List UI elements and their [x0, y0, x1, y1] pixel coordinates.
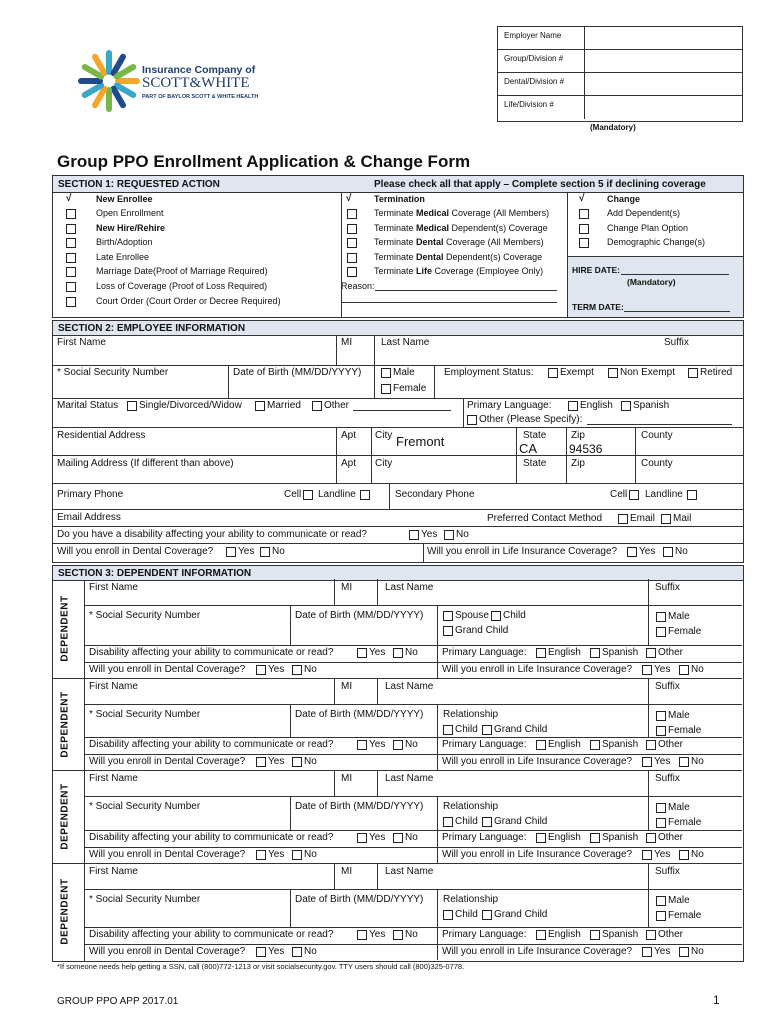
- dep3-dob-label: Date of Birth (MM/DD/YYYY): [295, 801, 424, 812]
- change-checkbox-0[interactable]: [579, 209, 589, 219]
- dep3-dental-label: Will you enroll in Dental Coverage?: [89, 849, 246, 860]
- employer-table: [497, 26, 743, 122]
- dep2-life-yes-checkbox[interactable]: [642, 757, 652, 767]
- dep4-language-other-label: Other: [658, 929, 684, 940]
- mail-state-label: State: [523, 458, 547, 469]
- mail-city-label: City: [375, 458, 393, 469]
- termination-checkbox-1[interactable]: [347, 224, 357, 234]
- dep4-child-label: Child: [455, 909, 478, 920]
- dep3-grand-child-checkbox[interactable]: [482, 817, 492, 827]
- dep1-suffix-label: Suffix: [655, 582, 680, 593]
- emp-male-label: Male: [393, 367, 415, 378]
- dep1-female-checkbox[interactable]: [656, 627, 666, 637]
- dep1-spouse-checkbox[interactable]: [443, 611, 453, 621]
- termination-item-4: Terminate Life Coverage (Employee Only): [374, 266, 544, 277]
- dep4-dental-no-label: No: [304, 946, 317, 957]
- dep3-spanish-checkbox[interactable]: [590, 833, 600, 843]
- emp-spanish-label: Spanish: [633, 400, 670, 411]
- dep1-language-other-checkbox[interactable]: [646, 648, 656, 658]
- res-city-label: City: [375, 430, 393, 441]
- emp-disability-label: Do you have a disability affecting your ability to communicate or read?: [57, 529, 367, 540]
- contact-email-label: Email: [630, 513, 656, 524]
- exempt-checkbox[interactable]: [548, 368, 558, 378]
- primary-cell-checkbox[interactable]: [303, 490, 313, 500]
- dep4-child-checkbox[interactable]: [443, 910, 453, 920]
- dep4-male-checkbox[interactable]: [656, 896, 666, 906]
- dental-division-row[interactable]: Dental/Division #: [498, 73, 742, 96]
- change-item-0: Add Dependent(s): [607, 208, 681, 218]
- emp-language-other-checkbox[interactable]: [467, 415, 477, 425]
- contact-mail-checkbox[interactable]: [661, 514, 671, 524]
- dep3-child-checkbox[interactable]: [443, 817, 453, 827]
- dep4-life-no-label: No: [691, 946, 704, 957]
- dep4-life-yes-checkbox[interactable]: [642, 947, 652, 957]
- dep1-primary-language-label: Primary Language:: [442, 647, 527, 658]
- non-exempt-checkbox[interactable]: [608, 368, 618, 378]
- dep2-life-no-checkbox[interactable]: [679, 757, 689, 767]
- res-zip-value[interactable]: 94536: [569, 442, 603, 456]
- requested-action-checkbox-1[interactable]: [66, 209, 76, 219]
- dep2-disability-no-checkbox[interactable]: [393, 740, 403, 750]
- dep4-life-yes-label: Yes: [654, 946, 671, 957]
- termination-item-0: Terminate Medical Coverage (All Members): [374, 208, 550, 218]
- secondary-landline-label: Landline: [645, 489, 683, 500]
- termination-checkbox-3[interactable]: [347, 253, 357, 263]
- dep1-male-label: Male: [668, 611, 690, 622]
- secondary-cell-checkbox[interactable]: [629, 490, 639, 500]
- dep1-life-yes-label: Yes: [654, 664, 671, 675]
- res-zip-label: Zip: [571, 430, 585, 441]
- dep2-disability-yes-label: Yes: [369, 739, 386, 750]
- logo-line2: SCOTT&WHITE: [142, 75, 250, 91]
- dep2-mi-label: MI: [341, 681, 353, 692]
- dep4-spanish-checkbox[interactable]: [590, 930, 600, 940]
- requested-action-6: Loss of Coverage (Proof of Loss Required): [96, 281, 268, 291]
- logo-line1: Insurance Company of: [142, 64, 256, 76]
- dep2-suffix-label: Suffix: [655, 681, 680, 692]
- dep2-life-label: Will you enroll in Life Insurance Coverage?: [442, 756, 633, 767]
- emp-male-checkbox[interactable]: [381, 368, 391, 378]
- requested-action-0: New Enrollee: [96, 194, 153, 204]
- requested-action-3: Birth/Adoption: [96, 237, 153, 248]
- dep4-primary-language-label: Primary Language:: [442, 929, 527, 940]
- dep4-dental-yes-label: Yes: [268, 946, 285, 957]
- reason-line[interactable]: [375, 290, 557, 291]
- dep4-disability-no-checkbox[interactable]: [393, 930, 403, 940]
- mailing-address-label: Mailing Address (If different than above): [57, 458, 234, 469]
- employer-mandatory: (Mandatory): [590, 123, 636, 132]
- requested-action-7: Court Order (Court Order or Decree Required): [96, 295, 281, 306]
- dep3-grand-child-label: Grand Child: [494, 816, 548, 827]
- married-label: Married: [267, 400, 301, 411]
- hire-date-line[interactable]: [621, 274, 729, 275]
- married-checkbox[interactable]: [255, 401, 265, 411]
- dep1-ssn-label: * Social Security Number: [89, 610, 201, 621]
- requested-action-checkbox-3[interactable]: [66, 238, 76, 248]
- dep1-disability-no-checkbox[interactable]: [393, 648, 403, 658]
- emp-female-label: Female: [393, 383, 427, 394]
- dep2-life-no-label: No: [691, 756, 704, 767]
- emp-dental-no-label: No: [272, 546, 285, 557]
- dep2-relationship-label: Relationship: [443, 709, 499, 720]
- single-label: Single/Divorced/Widow: [139, 400, 242, 411]
- emp-english-label: English: [580, 400, 613, 411]
- change-checkbox-2[interactable]: [579, 238, 589, 248]
- dep4-last-name-label: Last Name: [385, 866, 434, 877]
- dep3-primary-language-label: Primary Language:: [442, 832, 527, 843]
- check-mark-1: √: [66, 193, 72, 204]
- dep3-life-no-checkbox[interactable]: [679, 850, 689, 860]
- dep3-male-checkbox[interactable]: [656, 803, 666, 813]
- requested-action-4: Late Enrollee: [96, 251, 150, 262]
- dep4-first-name-label: First Name: [89, 866, 138, 877]
- termination-checkbox-2[interactable]: [347, 238, 357, 248]
- dep4-disability-yes-checkbox[interactable]: [357, 930, 367, 940]
- termination-header: Termination: [374, 194, 425, 204]
- dep1-dob-label: Date of Birth (MM/DD/YYYY): [295, 610, 424, 621]
- dep3-english-label: English: [548, 832, 581, 843]
- dep1-grand-child-checkbox[interactable]: [443, 626, 453, 636]
- dep2-dental-yes-label: Yes: [268, 756, 285, 767]
- dep3-male-label: Male: [668, 802, 690, 813]
- single-checkbox[interactable]: [127, 401, 137, 411]
- change-item-2: Demographic Change(s): [607, 237, 706, 248]
- dep4-relationship-label: Relationship: [443, 894, 499, 905]
- email-label: Email Address: [57, 512, 121, 523]
- secondary-landline-checkbox[interactable]: [687, 490, 697, 500]
- dep4-english-checkbox[interactable]: [536, 930, 546, 940]
- termination-item-1: Terminate Medical Dependent(s) Coverage: [374, 222, 548, 233]
- dep1-dental-no-checkbox[interactable]: [292, 665, 302, 675]
- dep1-spanish-checkbox[interactable]: [590, 648, 600, 658]
- dep2-side-label: DEPENDENT: [59, 690, 71, 758]
- dep3-dental-no-label: No: [304, 849, 317, 860]
- check-mark-3: √: [579, 193, 585, 204]
- secondary-phone-label: Secondary Phone: [395, 489, 475, 500]
- dep3-relationship-label: Relationship: [443, 801, 499, 812]
- requested-action-checkbox-5[interactable]: [66, 267, 76, 277]
- marital-other-label: Other: [324, 400, 350, 411]
- dep4-male-label: Male: [668, 895, 690, 906]
- section1-instruction: Please check all that apply – Complete section 5 if declining coverage: [374, 179, 706, 190]
- page-title: Group PPO Enrollment Application & Change Form: [57, 152, 471, 171]
- dep3-spanish-label: Spanish: [602, 832, 639, 843]
- dep4-disability-yes-label: Yes: [369, 929, 386, 940]
- dep1-english-label: English: [548, 647, 581, 658]
- dep1-male-checkbox[interactable]: [656, 612, 666, 622]
- dep3-life-yes-label: Yes: [654, 849, 671, 860]
- dep3-side-label: DEPENDENT: [59, 783, 71, 850]
- dep3-life-no-label: No: [691, 849, 704, 860]
- emp-life-yes-checkbox[interactable]: [627, 547, 637, 557]
- dep2-last-name-label: Last Name: [385, 681, 434, 692]
- dep2-grand-child-label: Grand Child: [494, 724, 548, 735]
- dep1-dental-yes-checkbox[interactable]: [256, 665, 266, 675]
- dep2-grand-child-checkbox[interactable]: [482, 725, 492, 735]
- secondary-cell-label: Cell: [610, 489, 628, 500]
- requested-action-checkbox-6[interactable]: [66, 282, 76, 292]
- primary-landline-checkbox[interactable]: [360, 490, 370, 500]
- dep2-child-label: Child: [455, 724, 478, 735]
- dep1-dental-yes-label: Yes: [268, 664, 285, 675]
- dep3-mi-label: MI: [341, 773, 353, 784]
- hire-date-label: HIRE DATE:: [572, 265, 621, 275]
- mail-zip-label: Zip: [571, 458, 585, 469]
- dep4-spanish-label: Spanish: [602, 929, 639, 940]
- res-county-label: County: [641, 430, 673, 441]
- section1-heading: SECTION 1: REQUESTED ACTION: [58, 179, 220, 190]
- dep3-suffix-label: Suffix: [655, 773, 680, 784]
- dep2-disability-label: Disability affecting your ability to communicate or read?: [89, 739, 334, 750]
- termination-checkbox-4[interactable]: [347, 267, 357, 277]
- dep1-english-checkbox[interactable]: [536, 648, 546, 658]
- footer-code: GROUP PPO APP 2017.01: [57, 996, 179, 1007]
- emp-disability-no-label: No: [456, 529, 469, 540]
- dep2-english-checkbox[interactable]: [536, 740, 546, 750]
- dep1-dental-label: Will you enroll in Dental Coverage?: [89, 664, 246, 675]
- dep4-english-label: English: [548, 929, 581, 940]
- dep1-mi-label: MI: [341, 582, 353, 593]
- exempt-label: Exempt: [560, 367, 594, 378]
- res-city-value[interactable]: Fremont: [396, 434, 445, 449]
- emp-dental-label: Will you enroll in Dental Coverage?: [57, 546, 214, 557]
- dep3-disability-no-label: No: [405, 832, 418, 843]
- group-division-row[interactable]: Group/Division #: [498, 50, 742, 73]
- emp-life-no-label: No: [675, 546, 688, 557]
- dep3-last-name-label: Last Name: [385, 773, 434, 784]
- dep2-female-checkbox[interactable]: [656, 726, 666, 736]
- contact-email-checkbox[interactable]: [618, 514, 628, 524]
- hire-date-mandatory: (Mandatory): [627, 277, 676, 287]
- dep3-child-label: Child: [455, 816, 478, 827]
- emp-life-no-checkbox[interactable]: [663, 547, 673, 557]
- change-header: Change: [607, 194, 641, 204]
- marital-other-checkbox[interactable]: [312, 401, 322, 411]
- contact-mail-label: Mail: [673, 513, 692, 524]
- dep3-life-yes-checkbox[interactable]: [642, 850, 652, 860]
- dep3-disability-label: Disability affecting your ability to communicate or read?: [89, 832, 334, 843]
- res-state-value[interactable]: CA: [519, 441, 538, 456]
- emp-dental-yes-checkbox[interactable]: [226, 547, 236, 557]
- dep1-first-name-label: First Name: [89, 582, 138, 593]
- dep2-language-other-checkbox[interactable]: [646, 740, 656, 750]
- dep2-dental-no-label: No: [304, 756, 317, 767]
- dep2-male-label: Male: [668, 710, 690, 721]
- page-number: 1: [713, 993, 720, 1007]
- employer-name-row[interactable]: Employer Name: [498, 27, 742, 50]
- dep3-dental-yes-label: Yes: [268, 849, 285, 860]
- res-state-label: State: [523, 430, 547, 441]
- dep1-grand-child-label: Grand Child: [455, 625, 509, 636]
- dep2-spanish-label: Spanish: [602, 739, 639, 750]
- mail-county-label: County: [641, 458, 673, 469]
- dep4-ssn-label: * Social Security Number: [89, 894, 201, 905]
- dep1-life-label: Will you enroll in Life Insurance Coverage?: [442, 664, 633, 675]
- dep1-last-name-label: Last Name: [385, 582, 434, 593]
- emp-life-label: Will you enroll in Life Insurance Coverage?: [427, 546, 618, 557]
- emp-disability-yes-checkbox[interactable]: [409, 530, 419, 540]
- dep1-spouse-label: Spouse: [455, 610, 489, 621]
- retired-label: Retired: [700, 367, 733, 378]
- termination-checkbox-0[interactable]: [347, 209, 357, 219]
- dep2-life-yes-label: Yes: [654, 756, 671, 767]
- mail-apt-label: Apt: [341, 458, 357, 469]
- dep2-child-checkbox[interactable]: [443, 725, 453, 735]
- emp-primary-language-label: Primary Language:: [467, 400, 552, 411]
- dep3-language-other-checkbox[interactable]: [646, 833, 656, 843]
- dep1-life-yes-checkbox[interactable]: [642, 665, 652, 675]
- dep3-disability-no-checkbox[interactable]: [393, 833, 403, 843]
- dep4-disability-label: Disability affecting your ability to communicate or read?: [89, 929, 334, 940]
- dep3-disability-yes-checkbox[interactable]: [357, 833, 367, 843]
- dep3-english-checkbox[interactable]: [536, 833, 546, 843]
- dep4-side-label: DEPENDENT: [59, 878, 71, 945]
- dep4-dental-label: Will you enroll in Dental Coverage?: [89, 946, 246, 957]
- dep4-mi-label: MI: [341, 866, 353, 877]
- check-mark-2: √: [346, 193, 352, 204]
- emp-female-checkbox[interactable]: [381, 384, 391, 394]
- dep1-disability-yes-checkbox[interactable]: [357, 648, 367, 658]
- emp-mi-label: MI: [341, 337, 353, 348]
- section3-heading: SECTION 3: DEPENDENT INFORMATION: [58, 568, 252, 579]
- retired-checkbox[interactable]: [688, 368, 698, 378]
- change-item-1: Change Plan Option: [607, 222, 689, 233]
- dep2-first-name-label: First Name: [89, 681, 138, 692]
- dep2-language-other-label: Other: [658, 739, 684, 750]
- dep2-disability-no-label: No: [405, 739, 418, 750]
- emp-spanish-checkbox[interactable]: [621, 401, 631, 411]
- requested-action-checkbox-4[interactable]: [66, 253, 76, 263]
- dep3-ssn-label: * Social Security Number: [89, 801, 201, 812]
- dep4-life-no-checkbox[interactable]: [679, 947, 689, 957]
- logo-line3: PART OF BAYLOR SCOTT & WHITE HEALTH: [142, 94, 259, 100]
- employment-status-label: Employment Status:: [444, 367, 534, 378]
- dep4-grand-child-checkbox[interactable]: [482, 910, 492, 920]
- dep1-child-label: Child: [503, 610, 526, 621]
- dep1-disability-yes-label: Yes: [369, 647, 386, 658]
- dep1-language-other-label: Other: [658, 647, 684, 658]
- dep1-disability-label: Disability affecting your ability to communicate or read?: [89, 647, 334, 658]
- dep1-spanish-label: Spanish: [602, 647, 639, 658]
- termination-item-3: Terminate Dental Dependent(s) Coverage: [374, 251, 543, 262]
- emp-first-name-label: First Name: [57, 337, 106, 348]
- dep4-dob-label: Date of Birth (MM/DD/YYYY): [295, 894, 424, 905]
- dep2-dental-yes-checkbox[interactable]: [256, 757, 266, 767]
- dep1-disability-no-label: No: [405, 647, 418, 658]
- dep1-female-label: Female: [668, 626, 702, 637]
- term-date-label: TERM DATE:: [572, 302, 624, 312]
- dep4-disability-no-label: No: [405, 929, 418, 940]
- dep4-suffix-label: Suffix: [655, 866, 680, 877]
- emp-dob-label: Date of Birth (MM/DD/YYYY): [233, 367, 362, 378]
- section2-heading: SECTION 2: EMPLOYEE INFORMATION: [58, 323, 246, 334]
- dep1-life-no-label: No: [691, 664, 704, 675]
- primary-cell-label: Cell: [284, 489, 302, 500]
- requested-action-checkbox-2[interactable]: [66, 224, 76, 234]
- emp-disability-no-checkbox[interactable]: [444, 530, 454, 540]
- dep4-female-checkbox[interactable]: [656, 911, 666, 921]
- non-exempt-label: Non Exempt: [620, 367, 676, 378]
- dep3-female-checkbox[interactable]: [656, 818, 666, 828]
- emp-last-name-label: Last Name: [381, 337, 430, 348]
- dep3-first-name-label: First Name: [89, 773, 138, 784]
- termination-item-2: Terminate Dental Coverage (All Members): [374, 237, 544, 248]
- emp-dental-no-checkbox[interactable]: [260, 547, 270, 557]
- requested-action-2: New Hire/Rehire: [96, 222, 166, 233]
- dep2-female-label: Female: [668, 725, 702, 736]
- requested-action-checkbox-7[interactable]: [66, 297, 76, 307]
- dep2-spanish-checkbox[interactable]: [590, 740, 600, 750]
- dep3-female-label: Female: [668, 817, 702, 828]
- logo-mark-icon: [78, 50, 140, 112]
- preferred-contact-label: Preferred Contact Method: [487, 513, 603, 524]
- emp-ssn-label: * Social Security Number: [57, 367, 169, 378]
- logo: [78, 48, 268, 118]
- dep4-dental-yes-checkbox[interactable]: [256, 947, 266, 957]
- life-division-row[interactable]: Life/Division #: [498, 96, 742, 119]
- emp-disability-yes-label: Yes: [421, 529, 438, 540]
- dep1-dental-no-label: No: [304, 664, 317, 675]
- marital-status-label: Marital Status: [57, 400, 119, 411]
- primary-landline-label: Landline: [318, 489, 356, 500]
- dep4-female-label: Female: [668, 910, 702, 921]
- dep4-dental-no-checkbox[interactable]: [292, 947, 302, 957]
- emp-suffix-label: Suffix: [664, 337, 689, 348]
- dep4-grand-child-label: Grand Child: [494, 909, 548, 920]
- change-checkbox-1[interactable]: [579, 224, 589, 234]
- term-date-line[interactable]: [624, 311, 730, 312]
- dep1-side-label: DEPENDENT: [59, 595, 71, 662]
- dep1-life-no-checkbox[interactable]: [679, 665, 689, 675]
- dep2-dob-label: Date of Birth (MM/DD/YYYY): [295, 709, 424, 720]
- dep2-dental-label: Will you enroll in Dental Coverage?: [89, 756, 246, 767]
- residential-address-label: Residential Address: [57, 430, 146, 441]
- emp-life-yes-label: Yes: [639, 546, 656, 557]
- primary-phone-label: Primary Phone: [57, 489, 124, 500]
- dep2-disability-yes-checkbox[interactable]: [357, 740, 367, 750]
- dep2-primary-language-label: Primary Language:: [442, 739, 527, 750]
- emp-english-checkbox[interactable]: [568, 401, 578, 411]
- dep2-english-label: English: [548, 739, 581, 750]
- dep3-disability-yes-label: Yes: [369, 832, 386, 843]
- dep2-male-checkbox[interactable]: [656, 711, 666, 721]
- dep3-dental-yes-checkbox[interactable]: [256, 850, 266, 860]
- dep3-life-label: Will you enroll in Life Insurance Coverage?: [442, 849, 633, 860]
- dep4-language-other-checkbox[interactable]: [646, 930, 656, 940]
- footnote: *If someone needs help getting a SSN, call (800)772-1213 or visit socialsecurity.gov. TTY users should call (800)325-0778.: [57, 962, 465, 971]
- dep3-dental-no-checkbox[interactable]: [292, 850, 302, 860]
- reason-label: Reason:: [341, 281, 375, 291]
- requested-action-5: Marriage Date(Proof of Marriage Required): [96, 266, 268, 277]
- res-apt-label: Apt: [341, 430, 357, 441]
- emp-dental-yes-label: Yes: [238, 546, 255, 557]
- requested-action-1: Open Enrollment: [96, 208, 164, 218]
- dep1-child-checkbox[interactable]: [491, 611, 501, 621]
- dep2-dental-no-checkbox[interactable]: [292, 757, 302, 767]
- emp-language-other-label: Other (Please Specify):: [479, 414, 583, 425]
- dep3-language-other-label: Other: [658, 832, 684, 843]
- dep4-life-label: Will you enroll in Life Insurance Coverage?: [442, 946, 633, 957]
- dep2-ssn-label: * Social Security Number: [89, 709, 201, 720]
